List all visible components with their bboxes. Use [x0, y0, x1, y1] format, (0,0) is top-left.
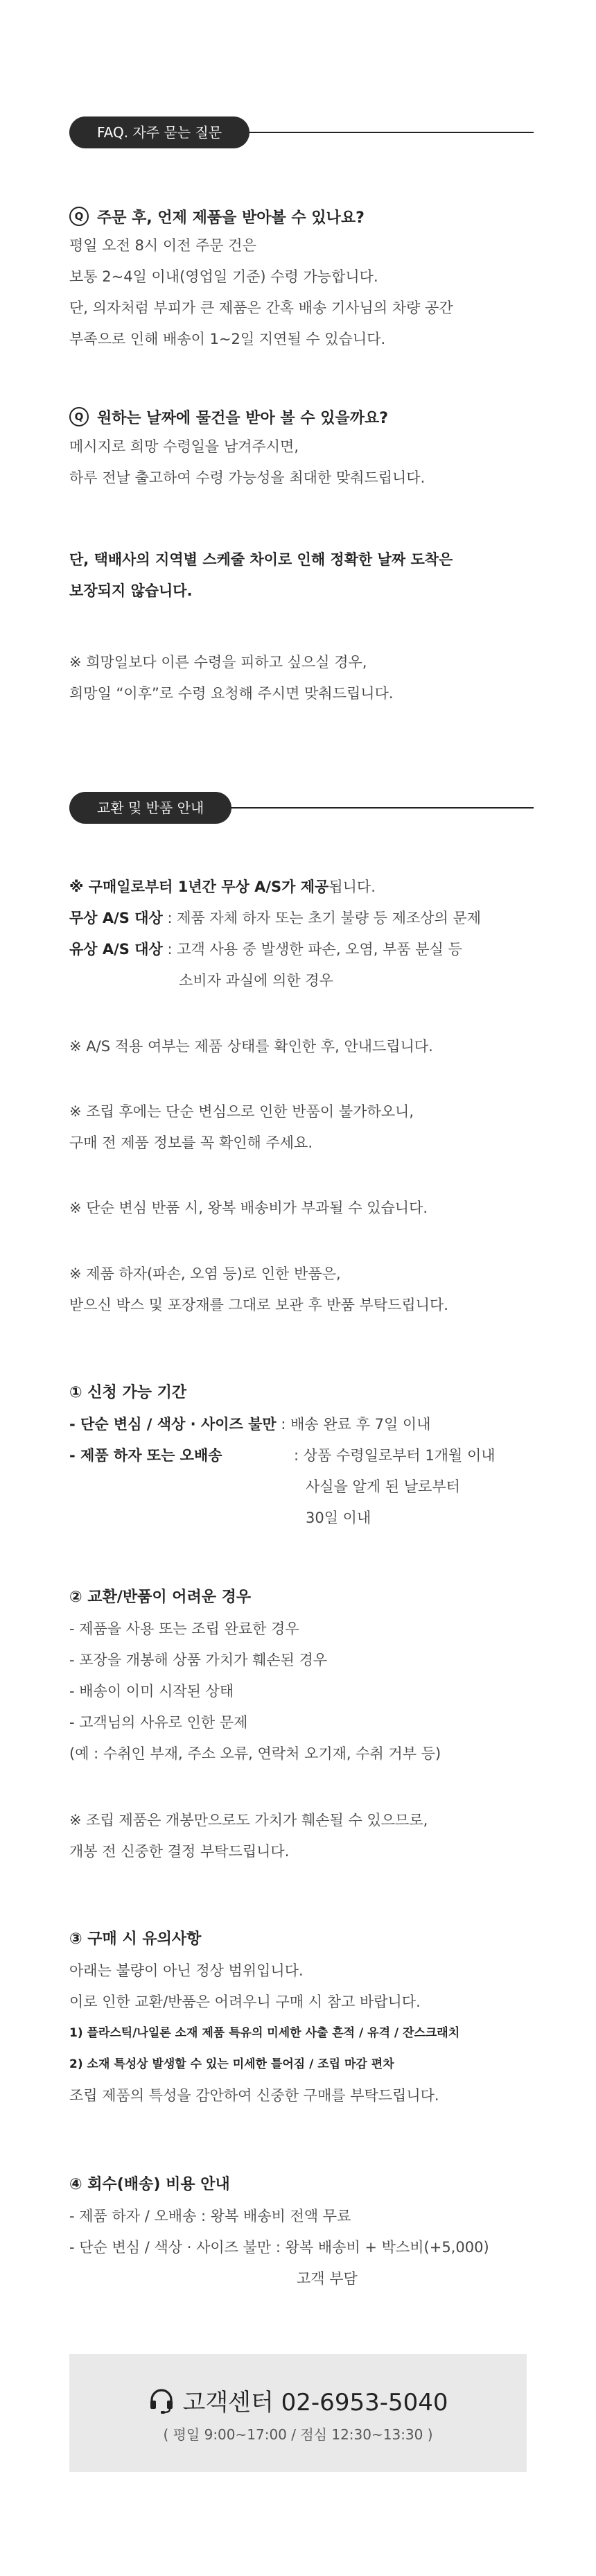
free-as-text: : 제품 자체 하자 또는 초기 불량 등 제조상의 문제 — [162, 910, 482, 926]
delivery-notice: 보장되지 않습니다. — [69, 582, 193, 599]
paid-as-label: 유상 A/S 대상 — [69, 941, 163, 958]
period-value: 사실을 알게 된 날로부터 — [306, 1478, 460, 1495]
free-as-label: 무상 A/S 대상 — [69, 910, 163, 926]
exchange-header-line — [229, 807, 534, 809]
cs-title-row — [69, 2383, 527, 2417]
cs-hours: ( 평일 9:00~17:00 / 점심 12:30~13:30 ) — [163, 2426, 433, 2443]
period-value: : 배송 완료 후 7일 이내 — [276, 1416, 431, 1433]
q-badge-icon: Q — [69, 407, 89, 426]
customer-service-box — [69, 2354, 527, 2472]
answer-line: 보통 2~4일 이내(영업일 기준) 수령 가능합니다. — [69, 268, 378, 285]
warranty-line — [69, 876, 376, 897]
assembly-warning: 개봉 전 신중한 결정 부탁드립니다. — [69, 1843, 290, 1860]
fee-tail: 고객 부담 — [297, 2270, 358, 2287]
dash: - — [69, 1416, 81, 1433]
period-row-1 — [69, 1414, 430, 1435]
faq-question-2 — [69, 406, 388, 427]
fee-line: - 제품 하자 / 오배송 : 왕복 배송비 전액 무료 — [69, 2208, 351, 2224]
fee-line: - 단순 변심 / 색상 · 사이즈 불만 : 왕복 배송비 + 박스비(+5,000) — [69, 2239, 489, 2256]
list-item: (예 : 수취인 부재, 주소 오류, 연락처 오기재, 수취 거부 등) — [69, 1745, 441, 1762]
list-item: - 제품을 사용 또는 조립 완료한 경우 — [69, 1620, 299, 1637]
section-1-title: ① 신청 가능 기간 — [69, 1384, 187, 1401]
answer-line: 평일 오전 8시 이전 주문 건은 — [69, 237, 256, 254]
period-value: : 상품 수령일로부터 1개월 이내 — [294, 1447, 496, 1464]
intro-line: 이로 인한 교환/반품은 어려우니 구매 시 참고 바랍니다. — [69, 1994, 421, 2010]
faq-header-pill: FAQ. 자주 묻는 질문 — [69, 116, 249, 148]
delivery-notice: 단, 택배사의 지역별 스케줄 차이로 인해 정확한 날짜 도착은 — [69, 551, 453, 568]
assembly-warning: ※ 조립 제품은 개봉만으로도 가치가 훼손될 수 있으므로, — [69, 1812, 428, 1829]
faq-section-header — [69, 116, 534, 148]
assembly-note: ※ 조립 후에는 단순 변심으로 인한 반품이 불가하오니, — [69, 1103, 414, 1120]
answer-line: 부족으로 인해 배송이 1~2일 지연될 수 있습니다. — [69, 331, 386, 347]
q-badge-icon: Q — [69, 207, 89, 226]
point-line: 2) 소재 특성상 발생할 수 있는 미세한 틀어짐 / 조립 마감 편차 — [69, 2057, 394, 2071]
free-as-line — [69, 908, 481, 928]
outro-line: 조립 제품의 특성을 감안하여 신중한 구매를 부탁드립니다. — [69, 2087, 439, 2104]
dash: - — [69, 1447, 81, 1464]
exchange-section-header — [69, 792, 534, 824]
assembly-note: 구매 전 제품 정보를 꼭 확인해 주세요. — [69, 1134, 313, 1151]
list-item: - 포장을 개봉해 상품 가치가 훼손된 경우 — [69, 1652, 328, 1668]
paid-as-line-2: 소비자 과실에 의한 경우 — [179, 972, 333, 989]
headset-icon — [148, 2387, 175, 2414]
question-text: 주문 후, 언제 제품을 받아볼 수 있나요? — [97, 209, 365, 227]
faq-question-1 — [69, 206, 365, 227]
section-3-title: ③ 구매 시 유의사항 — [69, 1930, 202, 1948]
defect-note: ※ 제품 하자(파손, 오염 등)로 인한 반품은, — [69, 1265, 341, 1282]
warranty-bold: ※ 구매일로부터 1년간 무상 A/S가 제공 — [69, 879, 329, 895]
period-value: 30일 이내 — [306, 1510, 371, 1526]
list-item: - 고객님의 사유로 인한 문제 — [69, 1714, 248, 1731]
cs-phone-title: 고객센터 02-6953-5040 — [182, 2389, 448, 2417]
answer-line: 하루 전날 출고하여 수령 가능성을 최대한 맞춰드립니다. — [69, 469, 426, 486]
faq-header-line — [229, 132, 534, 133]
defect-note: 받으신 박스 및 포장재를 그대로 보관 후 반품 부탁드립니다. — [69, 1297, 448, 1313]
answer-line: 메시지로 희망 수령일을 남겨주시면, — [69, 438, 299, 455]
section-2-title: ② 교환/반품이 어려운 경우 — [69, 1589, 252, 1606]
paid-as-line — [69, 939, 462, 960]
section-4-title: ④ 회수(배송) 비용 안내 — [69, 2176, 230, 2193]
delivery-tip: 희망일 “이후”로 수령 요청해 주시면 맞춰드립니다. — [69, 685, 394, 702]
answer-line: 단, 의자처럼 부피가 큰 제품은 간혹 배송 기사님의 차량 공간 — [69, 300, 453, 316]
period-row-2 — [69, 1445, 222, 1466]
paid-as-text: : 고객 사용 중 발생한 파손, 오염, 부품 분실 등 — [162, 941, 462, 958]
exchange-header-pill: 교환 및 반품 안내 — [69, 792, 231, 824]
return-fee-note: ※ 단순 변심 반품 시, 왕복 배송비가 부과될 수 있습니다. — [69, 1200, 428, 1216]
point-line: 1) 플라스틱/나일론 소재 제품 특유의 미세한 사출 흔적 / 유격 / 잔스크래치 — [69, 2026, 460, 2040]
as-note: ※ A/S 적용 여부는 제품 상태를 확인한 후, 안내드립니다. — [69, 1038, 433, 1055]
period-label: 단순 변심 / 색상 · 사이즈 불만 — [80, 1416, 277, 1433]
period-label: 제품 하자 또는 오배송 — [80, 1447, 222, 1464]
intro-line: 아래는 불량이 아닌 정상 범위입니다. — [69, 1962, 304, 1979]
list-item: - 배송이 이미 시작된 상태 — [69, 1683, 234, 1700]
question-text: 원하는 날짜에 물건을 받아 볼 수 있을까요? — [97, 409, 389, 427]
warranty-rest: 됩니다. — [328, 879, 376, 895]
delivery-tip: ※ 희망일보다 이른 수령을 피하고 싶으실 경우, — [69, 654, 367, 671]
